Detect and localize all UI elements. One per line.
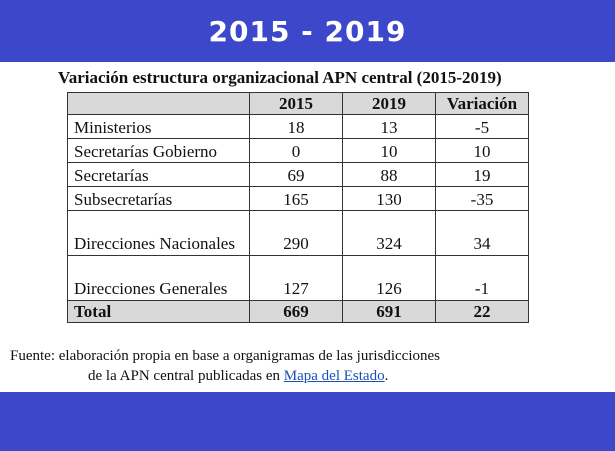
cell-2019: 126 <box>343 256 436 301</box>
header-2019: 2019 <box>343 93 436 115</box>
table-caption: Variación estructura organizacional APN central (2015-2019) <box>58 68 502 87</box>
header-empty-cell <box>68 93 250 115</box>
cell-variacion: 34 <box>436 211 529 256</box>
cell-2015: 18 <box>250 115 343 139</box>
row-label: Ministerios <box>68 115 250 139</box>
footer-banner <box>0 392 615 451</box>
table-row <box>68 211 529 256</box>
cell-2015: 290 <box>250 211 343 256</box>
cell-variacion: -1 <box>436 256 529 301</box>
mapa-del-estado-link[interactable]: Mapa del Estado <box>283 368 385 384</box>
table-row <box>68 187 529 211</box>
source-line-2-wrap <box>10 366 590 386</box>
table-row <box>68 115 529 139</box>
total-2019: 691 <box>343 301 436 323</box>
header-2015: 2015 <box>250 93 343 115</box>
data-table <box>67 92 529 323</box>
cell-variacion: 10 <box>436 139 529 163</box>
cell-2019: 13 <box>343 115 436 139</box>
cell-2019: 88 <box>343 163 436 187</box>
source-line-2: de la APN central publicadas en <box>88 368 281 384</box>
row-label: Secretarías <box>68 163 250 187</box>
table-header-row <box>68 93 529 115</box>
cell-variacion: -35 <box>436 187 529 211</box>
table-row <box>68 139 529 163</box>
cell-2015: 165 <box>250 187 343 211</box>
total-2015: 669 <box>250 301 343 323</box>
row-label: Direcciones Nacionales <box>68 211 250 256</box>
row-label: Secretarías Gobierno <box>68 139 250 163</box>
cell-2019: 130 <box>343 187 436 211</box>
cell-2015: 0 <box>250 139 343 163</box>
total-variacion: 22 <box>436 301 529 323</box>
source-end: . <box>384 368 389 384</box>
header-variacion: Variación <box>436 93 529 115</box>
source-line-1: Fuente: elaboración propia en base a organigramas de las jurisdicciones <box>10 348 440 364</box>
source-note <box>10 346 590 386</box>
cell-variacion: -5 <box>436 115 529 139</box>
cell-2019: 324 <box>343 211 436 256</box>
cell-2015: 127 <box>250 256 343 301</box>
page-title: 2015 - 2019 <box>208 14 407 48</box>
cell-variacion: 19 <box>436 163 529 187</box>
table-total-row <box>68 301 529 323</box>
cell-2019: 10 <box>343 139 436 163</box>
row-label: Subsecretarías <box>68 187 250 211</box>
row-label: Direcciones Generales <box>68 256 250 301</box>
title-banner <box>0 0 615 62</box>
table-row <box>68 256 529 301</box>
cell-2015: 69 <box>250 163 343 187</box>
table-row <box>68 163 529 187</box>
total-label: Total <box>68 301 250 323</box>
